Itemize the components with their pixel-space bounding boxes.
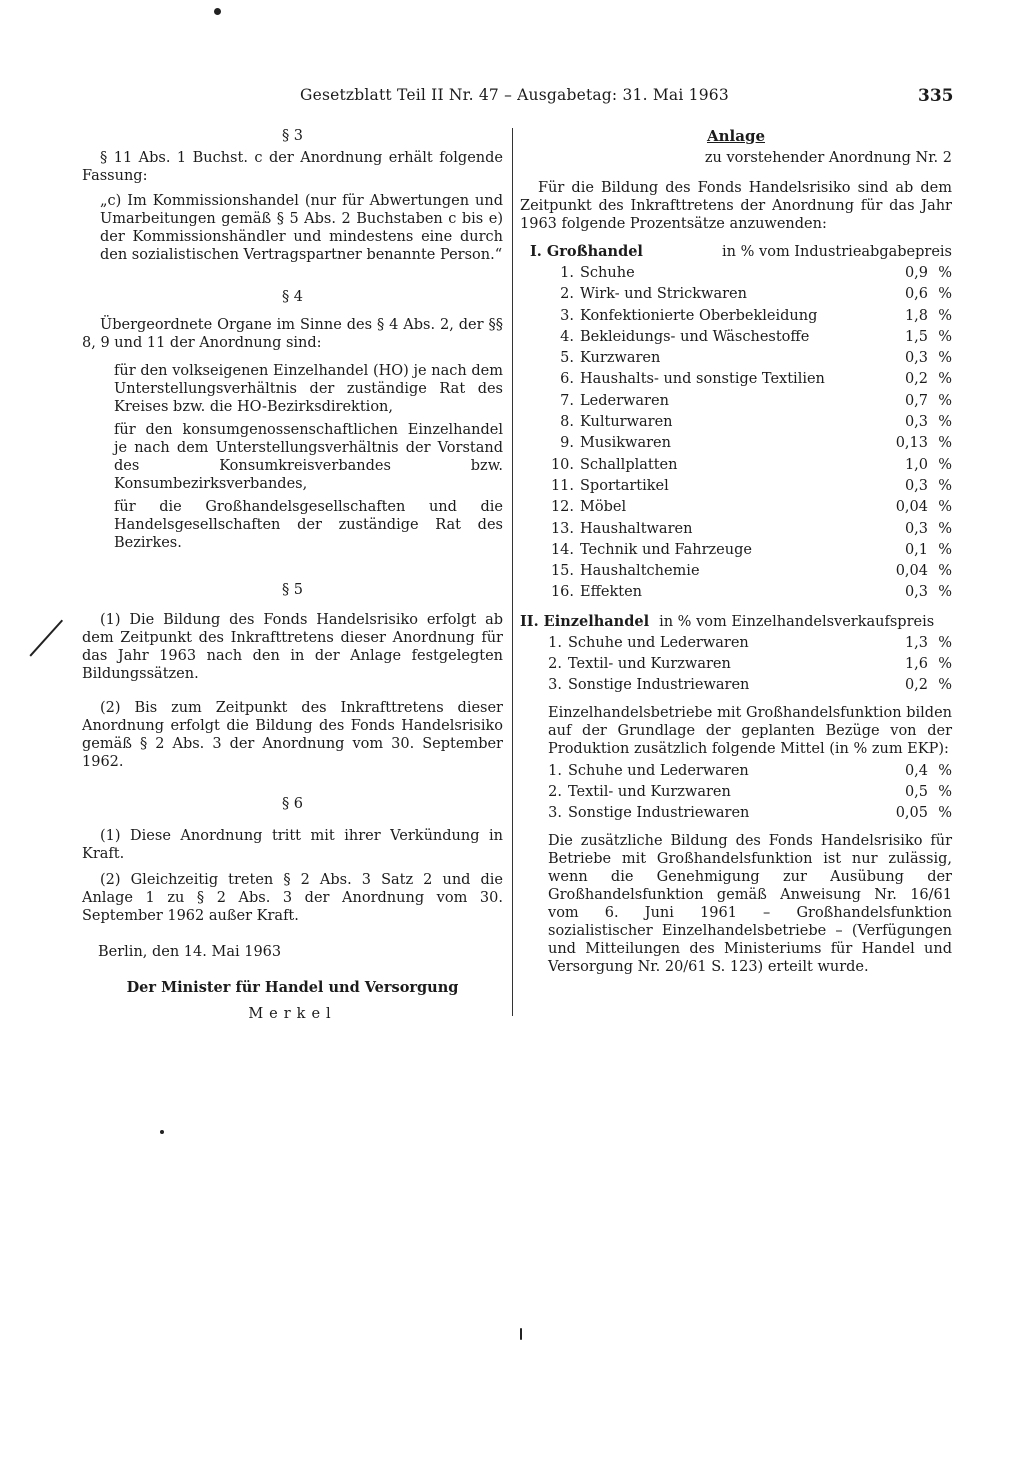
row-value: 0,3 xyxy=(904,350,928,367)
row-label: Sonstige Industriewaren xyxy=(568,677,750,694)
row-label: Haushalts- und sonstige Textilien xyxy=(580,371,825,388)
table-row xyxy=(520,328,952,349)
row-number: 10. xyxy=(550,456,574,473)
table-row xyxy=(520,456,952,477)
scan-dot-mark xyxy=(214,8,221,15)
row-unit: % xyxy=(938,520,952,537)
row-unit: % xyxy=(938,307,952,324)
row-number: 13. xyxy=(550,520,574,537)
row-unit: % xyxy=(938,541,952,558)
row-number: 2. xyxy=(560,286,574,303)
table-row xyxy=(520,783,952,804)
row-number: 3. xyxy=(560,307,574,324)
group-1-label: I. Großhandel xyxy=(530,243,643,260)
table-row xyxy=(520,285,952,306)
group-2-extra-table xyxy=(520,762,952,826)
row-number: 12. xyxy=(550,499,574,516)
row-number: 8. xyxy=(560,414,574,431)
annex-subtitle: zu vorstehender Anordnung Nr. 2 xyxy=(704,150,952,166)
table-row xyxy=(520,520,952,541)
table-row xyxy=(520,498,952,519)
page-number: 335 xyxy=(918,86,954,106)
column-divider xyxy=(512,128,513,1016)
row-value: 0,04 xyxy=(895,563,928,580)
row-value: 0,13 xyxy=(895,435,928,452)
list-item: für den konsumgenossenschaftlichen Einzelhandel je nach dem Unterstellungsverhältnis der Vorstand des Konsumkreisverbandes bzw. Konsumbezirksverbandes, xyxy=(114,422,503,492)
row-number: 16. xyxy=(550,584,574,601)
section-4-intro: Übergeordnete Organe im Sinne des § 4 Abs. 2, der §§ 8, 9 und 11 der Anordnung sind: xyxy=(82,317,503,351)
row-number: 6. xyxy=(560,371,574,388)
row-label: Musikwaren xyxy=(580,435,671,452)
row-unit: % xyxy=(938,435,952,452)
row-value: 1,8 xyxy=(904,307,928,324)
row-label: Effekten xyxy=(580,584,643,601)
row-number: 14. xyxy=(550,541,574,558)
group-1-table xyxy=(520,264,952,605)
row-label: Möbel xyxy=(580,499,627,516)
list-item: für den volkseigenen Einzelhandel (HO) je nach dem Unterstellungsverhältnis der zuständige Rat des Kreises bzw. die HO-Bezirksdirektion, xyxy=(114,363,503,415)
row-number: 1. xyxy=(560,265,574,281)
row-value: 0,3 xyxy=(904,414,928,431)
row-number: 1. xyxy=(548,762,562,779)
section-5-heading: § 5 xyxy=(281,582,304,598)
left-column xyxy=(82,127,503,1023)
table-row xyxy=(520,370,952,391)
row-unit: % xyxy=(938,328,952,345)
row-number: 3. xyxy=(548,805,562,822)
table-row xyxy=(520,676,952,697)
section-3-intro: § 11 Abs. 1 Buchst. c der Anordnung erhält folgende Fassung: xyxy=(82,150,503,184)
row-number: 5. xyxy=(560,350,574,367)
row-unit: % xyxy=(938,350,952,367)
row-label: Wirk- und Strickwaren xyxy=(580,286,747,303)
row-value: 0,2 xyxy=(904,371,928,388)
table-row xyxy=(520,413,952,434)
row-number: 2. xyxy=(548,656,562,673)
row-value: 0,3 xyxy=(904,584,928,601)
row-unit: % xyxy=(938,392,952,409)
row-number: 2. xyxy=(548,783,562,800)
group-2-basis: in % vom Einzelhandelsverkaufspreis xyxy=(659,613,935,630)
row-value: 0,04 xyxy=(895,499,928,516)
section-6-heading: § 6 xyxy=(281,796,304,812)
table-row xyxy=(520,349,952,370)
table-row xyxy=(520,762,952,783)
row-value: 1,6 xyxy=(904,656,928,673)
table-row xyxy=(520,264,952,285)
row-number: 3. xyxy=(548,677,562,694)
row-label: Sportartikel xyxy=(580,477,669,494)
row-value: 0,7 xyxy=(904,392,928,409)
row-unit: % xyxy=(938,499,952,516)
row-unit: % xyxy=(938,634,952,651)
table-row xyxy=(520,392,952,413)
row-value: 0,4 xyxy=(904,762,928,779)
row-value: 0,6 xyxy=(904,286,928,303)
row-value: 1,5 xyxy=(904,328,928,345)
closing-paragraph: Die zusätzliche Bildung des Fonds Handelsrisiko für Betriebe mit Großhandelsfunktion ist nur zulässig, wenn die Genehmigung zur Ausübung der Großhandelsfunktion gemäß Anweisung Nr. 16/61 vom 6. Juni 1961 – Großhandelsfunktion sozialistischer Einzelhandelsbetriebe – (Verfügungen und Mitteilungen des Ministeriums für Handel und Versorgung Nr. 20/61 S. 123) erteilt wurde. xyxy=(548,832,952,975)
list-item: für die Großhandelsgesellschaften und die Handelsgesellschaften der zuständige Rat des Bezirkes. xyxy=(114,499,503,551)
row-value: 0,9 xyxy=(904,265,928,281)
row-label: Lederwaren xyxy=(580,392,669,409)
row-label: Sonstige Industriewaren xyxy=(568,805,750,822)
row-unit: % xyxy=(938,677,952,694)
group-1-header xyxy=(520,243,952,261)
table-row xyxy=(520,583,952,604)
row-value: 1,0 xyxy=(904,456,928,473)
section-3-heading: § 3 xyxy=(281,128,304,144)
row-value: 0,05 xyxy=(895,805,928,822)
row-unit: % xyxy=(938,371,952,388)
group-2-table xyxy=(520,634,952,698)
row-label: Haushaltchemie xyxy=(580,563,700,580)
row-value: 0,5 xyxy=(904,783,928,800)
signer-name: Merkel xyxy=(248,1006,337,1022)
group-1-basis: in % vom Industrieabgabepreis xyxy=(722,244,952,260)
row-unit: % xyxy=(938,563,952,580)
row-value: 0,2 xyxy=(904,677,928,694)
row-unit: % xyxy=(938,286,952,303)
row-value: 0,1 xyxy=(904,541,928,558)
section-4-list xyxy=(82,362,503,552)
signature-date: Berlin, den 14. Mai 1963 xyxy=(98,944,282,960)
row-unit: % xyxy=(938,805,952,822)
margin-pen-mark xyxy=(29,620,62,657)
row-unit: % xyxy=(938,783,952,800)
row-unit: % xyxy=(938,477,952,494)
section-4-heading: § 4 xyxy=(281,289,304,305)
row-label: Konfektionierte Oberbekleidung xyxy=(580,307,818,324)
right-column xyxy=(520,127,952,980)
section-6-para-1: (1) Diese Anordnung tritt mit ihrer Verkündung in Kraft. xyxy=(82,828,503,862)
row-value: 0,3 xyxy=(904,477,928,494)
row-number: 9. xyxy=(560,435,574,452)
page-header: Gesetzblatt Teil II Nr. 47 – Ausgabetag: 31. Mai 1963 xyxy=(300,86,729,104)
row-number: 4. xyxy=(560,328,574,345)
row-value: 1,3 xyxy=(904,634,928,651)
row-label: Kurzwaren xyxy=(580,350,661,367)
section-5-para-2: (2) Bis zum Zeitpunkt des Inkrafttretens dieser Anordnung erfolgt die Bildung des Fonds Handelsrisiko gemäß § 2 Abs. 3 der Anordnung vom 30. September 1962. xyxy=(82,700,503,770)
row-unit: % xyxy=(938,762,952,779)
table-row xyxy=(520,541,952,562)
section-6-para-2: (2) Gleichzeitig treten § 2 Abs. 3 Satz 2 und die Anlage 1 zu § 2 Abs. 3 der Anordnung vom 30. September 1962 außer Kraft. xyxy=(82,872,503,924)
row-number: 15. xyxy=(550,563,574,580)
row-unit: % xyxy=(938,414,952,431)
scan-line-mark xyxy=(520,1328,522,1340)
section-5-para-1: (1) Die Bildung des Fonds Handelsrisiko erfolgt ab dem Zeitpunkt des Inkrafttretens dieser Anordnung für das Jahr 1963 nach den in der Anlage festgelegten Bildungssätzen. xyxy=(82,612,503,682)
row-label: Haushaltwaren xyxy=(580,520,693,537)
group-2-header xyxy=(520,613,952,631)
row-label: Textil- und Kurzwaren xyxy=(568,783,731,800)
table-row xyxy=(520,634,952,655)
table-row xyxy=(520,477,952,498)
table-row xyxy=(520,434,952,455)
minister-title: Der Minister für Handel und Versorgung xyxy=(126,979,459,996)
row-unit: % xyxy=(938,656,952,673)
row-label: Schallplatten xyxy=(580,456,678,473)
table-row xyxy=(520,804,952,825)
row-label: Schuhe und Lederwaren xyxy=(568,634,749,651)
table-row xyxy=(520,655,952,676)
scan-dot-mark xyxy=(160,1130,164,1134)
row-label: Kulturwaren xyxy=(580,414,673,431)
annex-title: Anlage xyxy=(707,127,765,145)
table-row xyxy=(520,307,952,328)
row-label: Textil- und Kurzwaren xyxy=(568,656,731,673)
table-row xyxy=(520,562,952,583)
row-label: Bekleidungs- und Wäschestoffe xyxy=(580,328,810,345)
row-number: 11. xyxy=(550,477,574,494)
row-label: Technik und Fahrzeuge xyxy=(580,541,752,558)
row-number: 7. xyxy=(560,392,574,409)
row-number: 1. xyxy=(548,634,562,651)
section-3-quote: „c) Im Kommissionshandel (nur für Abwertungen und Umarbeitungen gemäß § 5 Abs. 2 Buchstaben c bis e) der Kommissionshändler und mindestens eine durch den sozialistischen Vertragspartner benannte Person.“ xyxy=(100,193,503,263)
row-unit: % xyxy=(938,456,952,473)
group-2-label: II. Einzelhandel xyxy=(520,612,650,630)
annex-intro: Für die Bildung des Fonds Handelsrisiko sind ab dem Zeitpunkt des Inkrafttretens der Anordnung für das Jahr 1963 folgende Prozentsätze anzuwenden: xyxy=(520,180,952,232)
row-unit: % xyxy=(938,265,952,281)
row-label: Schuhe xyxy=(580,265,635,281)
group-2-note: Einzelhandelsbetriebe mit Großhandelsfunktion bilden auf der Grundlage der geplanten Bezüge von der Produktion zusätzlich folgende Mittel (in % zum EKP): xyxy=(548,704,952,757)
row-value: 0,3 xyxy=(904,520,928,537)
row-label: Schuhe und Lederwaren xyxy=(568,762,749,779)
row-unit: % xyxy=(938,584,952,601)
